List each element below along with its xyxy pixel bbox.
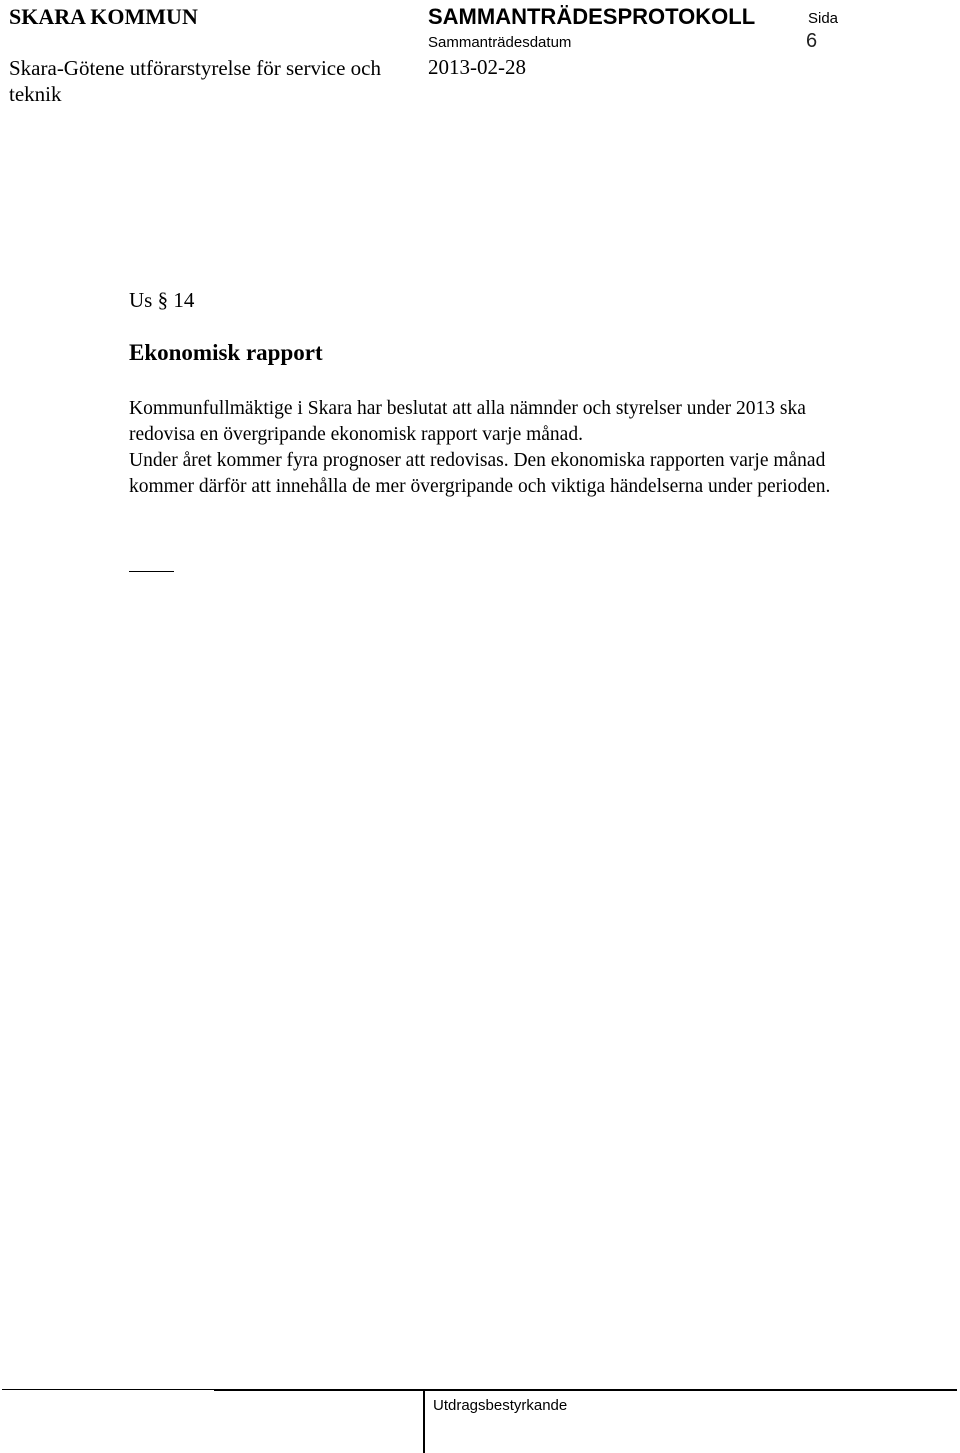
certification-label: Utdragsbestyrkande (433, 1397, 568, 1414)
meeting-date-label: Sammanträdesdatum (428, 34, 572, 51)
page-label: Sida (808, 10, 839, 27)
body-paragraph: Under året kommer fyra prognoser att redovisas. Den ekonomiska rapporten varje månad kommer därför att innehålla de mer övergripande och viktiga händelserna under perioden. (129, 450, 831, 497)
footer-rule (2, 1389, 214, 1390)
section-title: Ekonomisk rapport (129, 340, 323, 365)
document-type: SAMMANTRÄDESPROTOKOLL (428, 4, 756, 29)
committee-name: Skara-Götene utförarstyrelse för service och teknik (9, 56, 382, 106)
body-paragraph: Kommunfullmäktige i Skara har beslutat att alla nämnder och styrelser under 2013 ska redovisa en övergripande ekonomisk rapport varje månad. (129, 398, 806, 445)
meeting-date: 2013-02-28 (428, 55, 526, 79)
page-number: 6 (806, 30, 818, 52)
footer-divider (423, 1390, 425, 1453)
closing-rule (129, 571, 174, 572)
paragraph-reference: Us § 14 (129, 288, 195, 312)
footer-rule-thick (214, 1389, 957, 1391)
body-text (129, 396, 844, 500)
organization-name: SKARA KOMMUN (9, 4, 198, 29)
